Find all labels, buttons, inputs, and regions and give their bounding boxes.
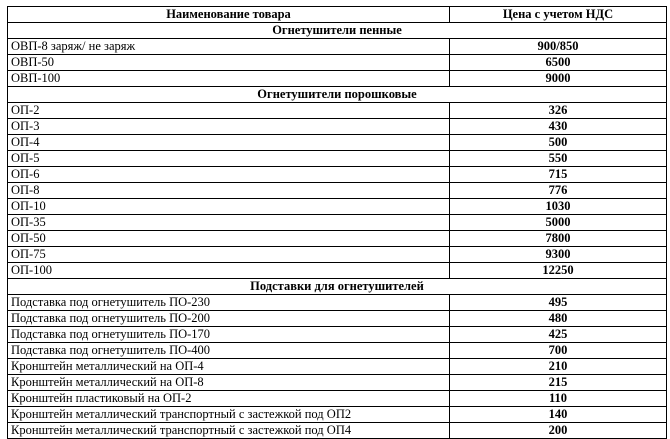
product-price: 480 — [450, 311, 667, 327]
price-table — [7, 6, 667, 439]
product-name: Кронштейн металлический транспортный с застежкой под ОП2 — [8, 407, 450, 423]
table-row — [8, 103, 667, 119]
product-name: Подставка под огнетушитель ПО-200 — [8, 311, 450, 327]
table-row — [8, 167, 667, 183]
table-row — [8, 391, 667, 407]
product-name: ОП-10 — [8, 199, 450, 215]
table-row — [8, 311, 667, 327]
header-name: Наименование товара — [8, 7, 450, 23]
product-name: ОП-2 — [8, 103, 450, 119]
table-row — [8, 119, 667, 135]
product-name: ОП-4 — [8, 135, 450, 151]
product-name: ОП-75 — [8, 247, 450, 263]
product-name: ОП-5 — [8, 151, 450, 167]
product-price: 495 — [450, 295, 667, 311]
product-price: 200 — [450, 423, 667, 439]
product-name: ОП-6 — [8, 167, 450, 183]
product-price: 9300 — [450, 247, 667, 263]
product-name: ОВП-100 — [8, 71, 450, 87]
table-row — [8, 215, 667, 231]
table-body — [8, 23, 667, 439]
table-row — [8, 359, 667, 375]
product-price: 6500 — [450, 55, 667, 71]
product-name: ОП-35 — [8, 215, 450, 231]
product-price: 776 — [450, 183, 667, 199]
product-name: ОП-3 — [8, 119, 450, 135]
product-name: ОП-8 — [8, 183, 450, 199]
header-price: Цена с учетом НДС — [450, 7, 667, 23]
section-row — [8, 23, 667, 39]
table-row — [8, 263, 667, 279]
product-name: Кронштейн металлический транспортный с застежкой под ОП4 — [8, 423, 450, 439]
product-price: 9000 — [450, 71, 667, 87]
product-name: Подставка под огнетушитель ПО-170 — [8, 327, 450, 343]
table-row — [8, 71, 667, 87]
table-row — [8, 295, 667, 311]
section-title: Огнетушители пенные — [8, 23, 667, 39]
product-name: Подставка под огнетушитель ПО-400 — [8, 343, 450, 359]
table-row — [8, 151, 667, 167]
product-price: 550 — [450, 151, 667, 167]
product-name: ОП-100 — [8, 263, 450, 279]
section-row — [8, 279, 667, 295]
table-row — [8, 423, 667, 439]
product-name: Кронштейн металлический на ОП-4 — [8, 359, 450, 375]
product-name: ОП-50 — [8, 231, 450, 247]
table-row — [8, 247, 667, 263]
product-price: 140 — [450, 407, 667, 423]
product-name: Подставка под огнетушитель ПО-230 — [8, 295, 450, 311]
product-price: 326 — [450, 103, 667, 119]
table-row — [8, 231, 667, 247]
product-price: 500 — [450, 135, 667, 151]
section-title: Подставки для огнетушителей — [8, 279, 667, 295]
product-price: 7800 — [450, 231, 667, 247]
product-name: Кронштейн пластиковый на ОП-2 — [8, 391, 450, 407]
product-name: ОВП-50 — [8, 55, 450, 71]
product-price: 430 — [450, 119, 667, 135]
table-row — [8, 135, 667, 151]
product-price: 5000 — [450, 215, 667, 231]
product-price: 900/850 — [450, 39, 667, 55]
product-price: 700 — [450, 343, 667, 359]
product-price: 12250 — [450, 263, 667, 279]
product-price: 215 — [450, 375, 667, 391]
section-row — [8, 87, 667, 103]
table-row — [8, 39, 667, 55]
product-price: 715 — [450, 167, 667, 183]
table-row — [8, 327, 667, 343]
table-header-row — [8, 7, 667, 23]
section-title: Огнетушители порошковые — [8, 87, 667, 103]
table-row — [8, 343, 667, 359]
table-row — [8, 183, 667, 199]
table-row — [8, 55, 667, 71]
table-row — [8, 407, 667, 423]
product-name: ОВП-8 заряж/ не заряж — [8, 39, 450, 55]
product-price: 210 — [450, 359, 667, 375]
product-name: Кронштейн металлический на ОП-8 — [8, 375, 450, 391]
product-price: 110 — [450, 391, 667, 407]
product-price: 1030 — [450, 199, 667, 215]
table-row — [8, 375, 667, 391]
table-row — [8, 199, 667, 215]
product-price: 425 — [450, 327, 667, 343]
